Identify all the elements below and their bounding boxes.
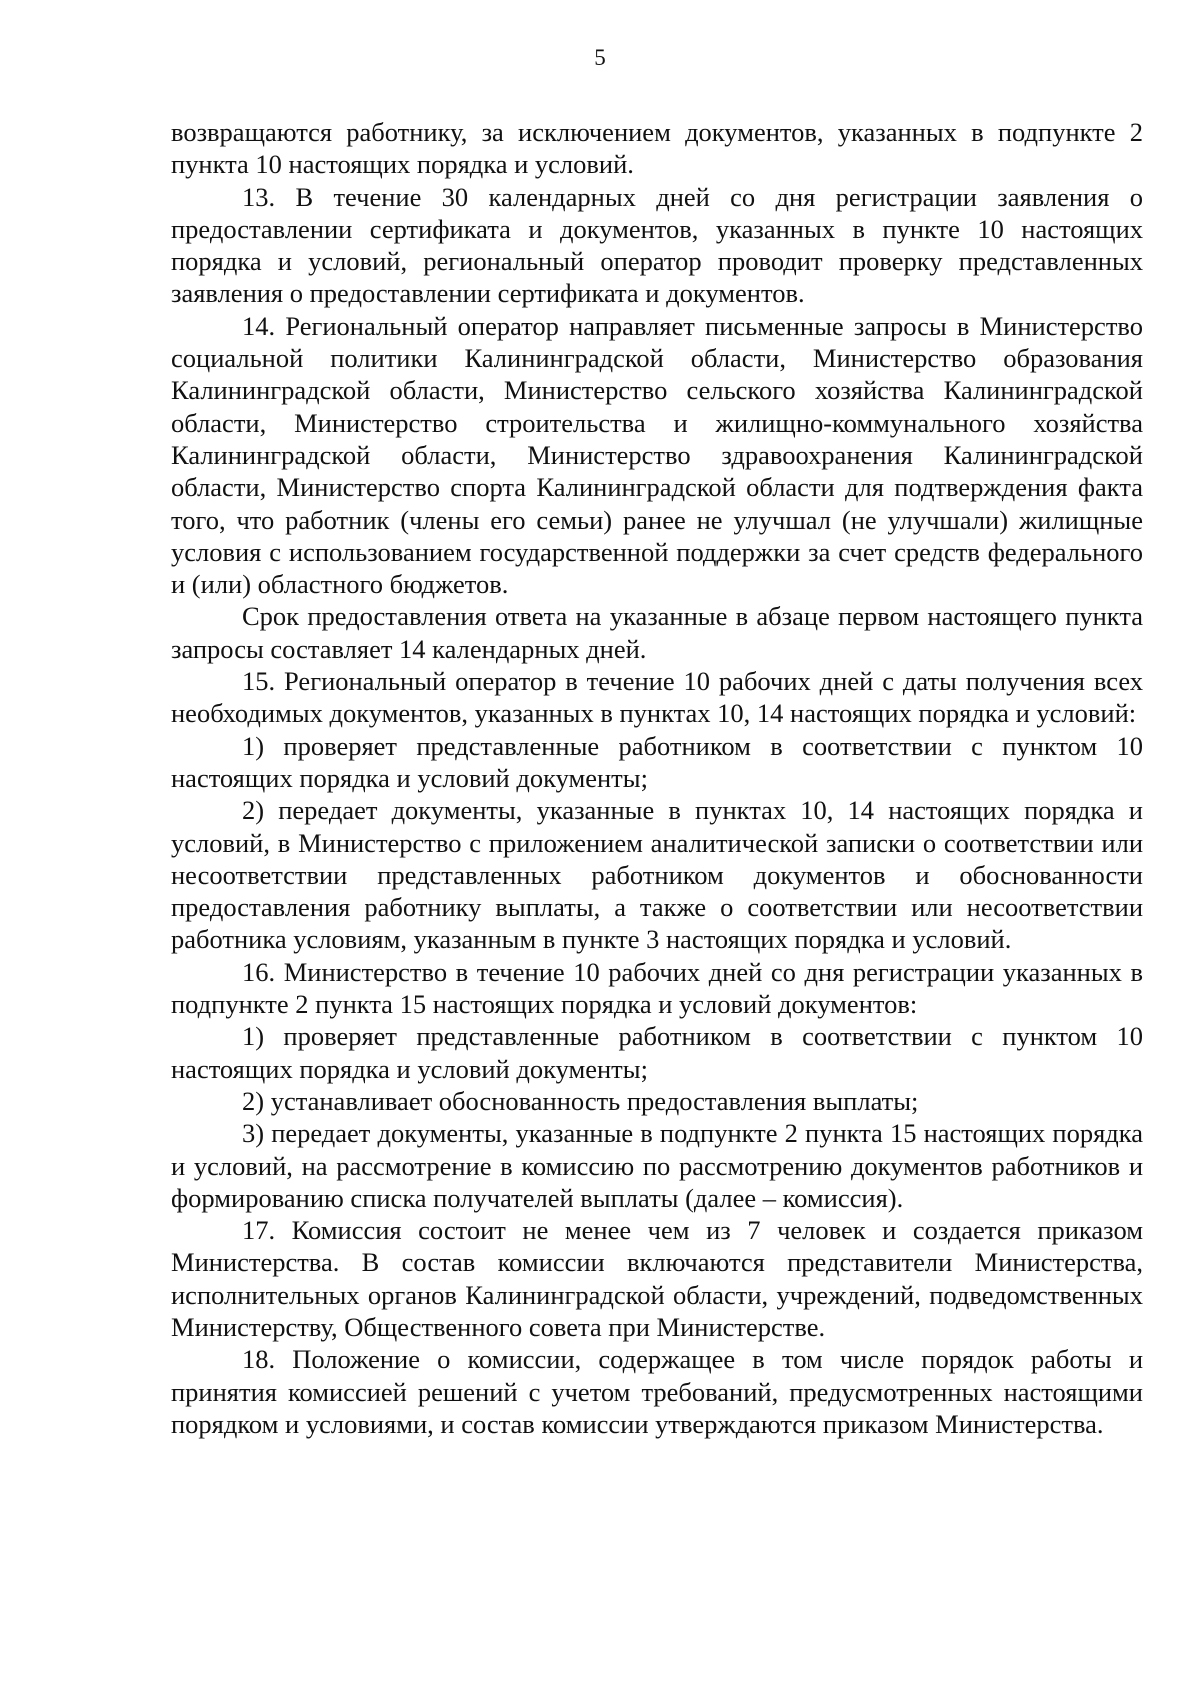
paragraph-16: 16. Министерство в течение 10 рабочих дней со дня регистрации указанных в подпункте 2 пункта 15 настоящих порядка и условий документов:: [171, 956, 1143, 1020]
paragraph-16-subitem-3: 3) передает документы, указанные в подпункте 2 пункта 15 настоящих порядка и условий, на рассмотрение в комиссию по рассмотрению документов работников и формированию списка получателей выплаты (далее – комиссия).: [171, 1118, 1143, 1213]
paragraph-continuation: возвращаются работнику, за исключением документов, указанных в подпункте 2 пункта 10 настоящих порядка и условий.: [171, 117, 1143, 180]
paragraph-16-subitem-1: 1) проверяет представленные работником в соответствии с пунктом 10 настоящих порядка и условий документы;: [171, 1021, 1143, 1084]
paragraph-15-subitem-2: 2) передает документы, указанные в пунктах 10, 14 настоящих порядка и условий, в Министерство с приложением аналитической записки о соответствии или несоответствии представленных работником документов и обоснованности предоставления работнику выплаты, а также о соответствии или несоответствии работника условиям, указанным в пункте 3 настоящих порядка и условий.: [171, 795, 1143, 955]
paragraph-15: 15. Региональный оператор в течение 10 рабочих дней с даты получения всех необходимых документов, указанных в пунктах 10, 14 настоящих порядка и условий:: [171, 666, 1143, 729]
paragraph-13: 13. В течение 30 календарных дней со дня регистрации заявления о предоставлении сертификата и документов, указанных в пункте 10 настоящих порядка и условий, региональный оператор проводит проверку представленных заявления о предоставлении сертификата и документов.: [171, 181, 1143, 309]
paragraph-14-response-term: Срок предоставления ответа на указанные в абзаце первом настоящего пункта запросы составляет 14 календарных дней.: [171, 601, 1143, 664]
paragraph-18: 18. Положение о комиссии, содержащее в том числе порядок работы и принятия комиссией решений с учетом требований, предусмотренных настоящими порядком и условиями, и состав комиссии утверждаются приказом Министерства.: [171, 1344, 1143, 1439]
document-body: [171, 116, 1143, 1440]
paragraph-14: 14. Региональный оператор направляет письменные запросы в Министерство социальной политики Калининградской области, Министерство образования Калининградской области, Министерство сельского хозяйства Калининградской области, Министерство строительства и жилищно-коммунального хозяйства Калининградской области, Министерство здравоохранения Калининградской области, Министерство спорта Калининградской области для подтверждения факта того, что работник (члены его семьи) ранее не улучшал (не улучшали) жилищные условия с использованием государственной поддержки за счет средств федерального и (или) областного бюджетов.: [171, 310, 1143, 600]
paragraph-16-subitem-2: 2) устанавливает обоснованность предоставления выплаты;: [242, 1085, 919, 1116]
paragraph-17: 17. Комиссия состоит не менее чем из 7 человек и создается приказом Министерства. В состав комиссии включаются представители Министерства, исполнительных органов Калининградской области, учреждений, подведомственных Министерству, Общественного совета при Министерстве.: [171, 1215, 1143, 1342]
page-number: 5: [594, 45, 606, 70]
paragraph-15-subitem-1: 1) проверяет представленные работником в соответствии с пунктом 10 настоящих порядка и условий документы;: [171, 730, 1143, 793]
